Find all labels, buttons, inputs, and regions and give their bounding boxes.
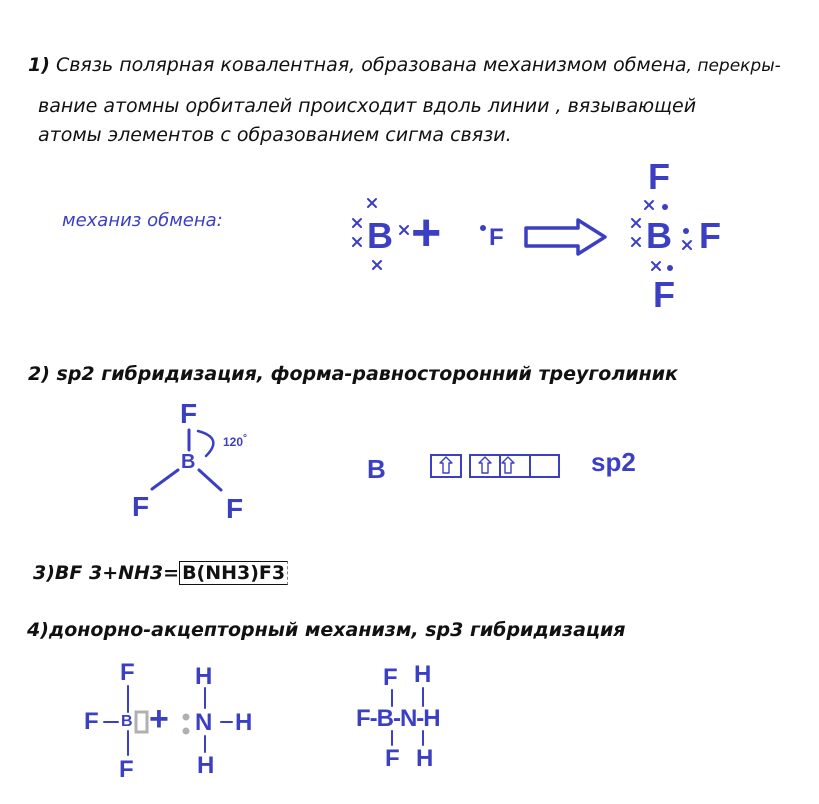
product-boron: B [646, 215, 672, 256]
s4-left-boron: B [121, 713, 133, 730]
angle-degree: ° [243, 433, 248, 444]
s4-h-top: H [195, 663, 213, 690]
product-f-top: F [648, 156, 670, 197]
scheme1-boron: B [367, 215, 393, 256]
section1-line1-tail: , перекры- [686, 56, 781, 76]
equation-product: B(NH3)F3 [179, 561, 288, 585]
product-cross-left-1 [632, 219, 640, 227]
lone-pair-dot-2 [183, 728, 190, 735]
scheme1-plus: + [411, 204, 442, 262]
orbital-box-s [431, 455, 461, 477]
s4-plus: + [149, 700, 169, 738]
s4-h-bottom: H [197, 752, 215, 779]
reaction-arrow-icon [526, 220, 605, 254]
fluorine-electron-dot [480, 225, 486, 231]
trigonal-f-left: F [132, 491, 150, 522]
sp2-label: sp2 [591, 447, 636, 477]
product-cross-left-2 [632, 238, 640, 246]
trigonal-boron: B [181, 451, 196, 473]
bond-left [152, 470, 178, 489]
product-dot-top [662, 204, 668, 210]
trigonal-f-top: F [180, 398, 198, 429]
electron-up-arrow-icon-3 [502, 457, 514, 473]
section1-line2: вание атомны орбиталей происходит вдоль линии , вязывающей [38, 95, 697, 117]
s4-left-f-left: F [84, 708, 99, 735]
lone-pair-dot-1 [183, 714, 190, 721]
s4-right-h-bottom: H [416, 745, 434, 772]
product-cross-bottom [652, 262, 660, 270]
product-dot-bottom [667, 265, 673, 271]
trigonal-f-right: F [226, 493, 244, 524]
product-cross-right [683, 241, 691, 249]
s4-nitrogen: N [195, 709, 213, 736]
product-dot-right-1 [683, 228, 689, 234]
bond-right [199, 470, 221, 490]
electron-up-arrow-icon-2 [479, 457, 491, 473]
scheme1-fluorine: F [489, 224, 504, 251]
section2-heading: 2) sp2 гибридизация, форма-равносторонний треуголиник [28, 363, 678, 385]
s4-right-f-top: F [383, 664, 398, 691]
angle-arc [198, 431, 213, 456]
orbital-boron-label: B [367, 454, 386, 484]
section1-line3: атомы элементов с образованием сигма связи. [38, 124, 512, 146]
electron-cross-left-1 [353, 219, 361, 227]
electron-cross-right [400, 226, 408, 234]
angle-value: 120 [223, 435, 244, 449]
product-f-right: F [699, 215, 721, 256]
section1-line1-text: Связь полярная ковалентная, образована механизмом обмена [55, 54, 687, 76]
product-cross-top [645, 201, 653, 209]
mechanism-label: механиз обмена: [62, 210, 223, 231]
s4-right-h-top: H [414, 661, 432, 688]
section4-heading: 4)донорно-акцепторный механизм, sp3 гибридизация [27, 619, 626, 641]
electron-cross-bottom [373, 261, 381, 269]
electron-up-arrow-icon-1 [440, 457, 452, 473]
electron-cross-left-2 [353, 238, 361, 246]
s4-h-right: H [235, 709, 253, 736]
section1-number: 1) [28, 54, 50, 76]
electron-cross-top [368, 199, 376, 207]
empty-orbital-box [136, 712, 147, 732]
s4-right-chain: F-B-N-H [356, 705, 440, 732]
s4-right-f-bottom: F [385, 745, 400, 772]
s4-left-f-bottom: F [119, 756, 134, 783]
product-f-bottom: F [653, 274, 675, 315]
s4-left-f-top: F [120, 659, 135, 686]
equation-left: 3)BF 3+NH3= [33, 562, 180, 584]
